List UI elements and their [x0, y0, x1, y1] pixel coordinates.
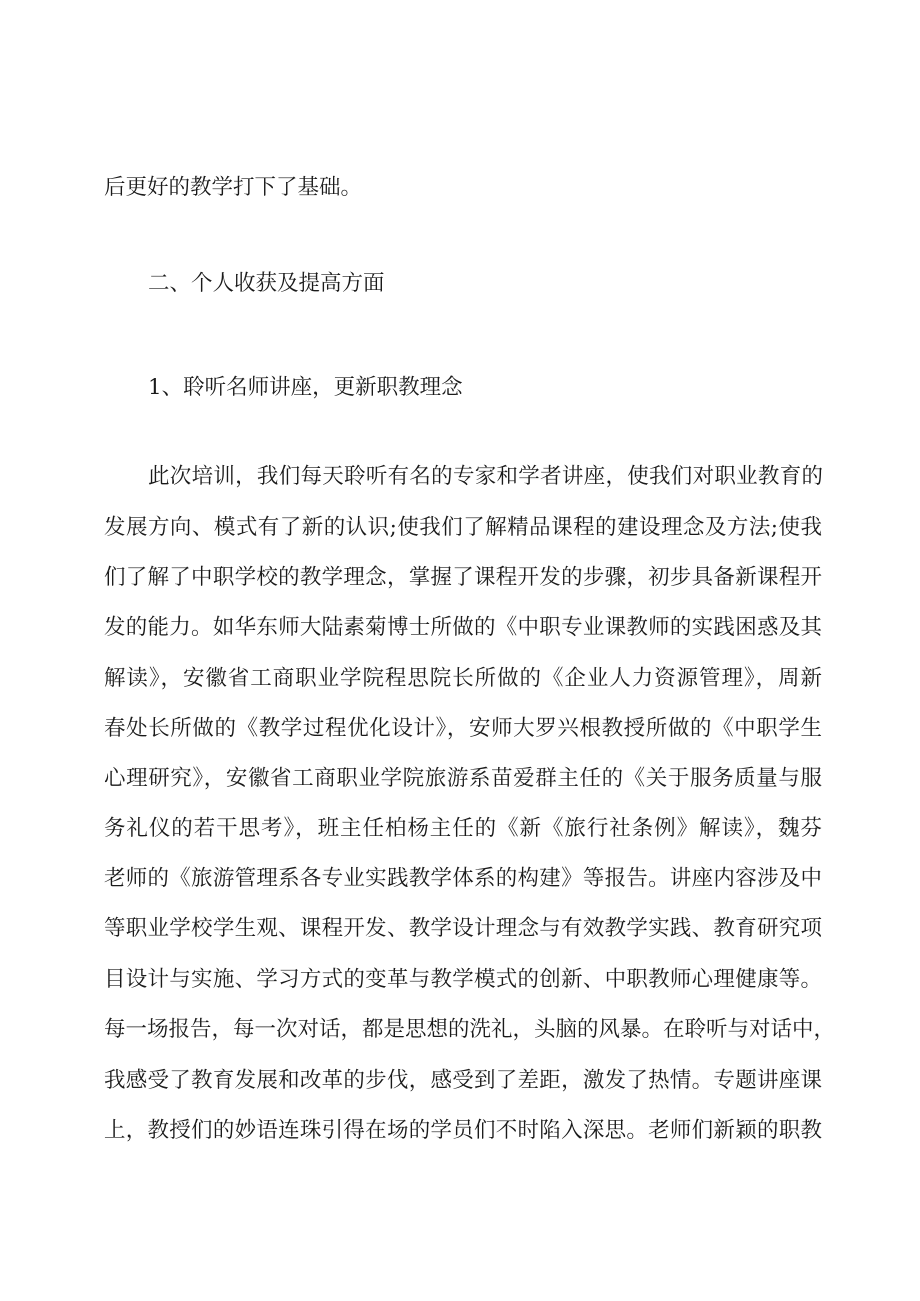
paragraph-line: 发展方向、模式有了新的认识;使我们了解精品课程的建设理念及方法;使我 — [104, 515, 822, 540]
paragraph-line: 解读》，安徽省工商职业学院程思院长所做的《企业人力资源管理》，周新 — [104, 666, 822, 691]
paragraph-line: 发的能力。如华东师大陆素菊博士所做的《中职专业课教师的实践困惑及其 — [104, 615, 822, 640]
paragraph-line: 春处长所做的《教学过程优化设计》，安师大罗兴根教授所做的《中职学生 — [104, 716, 822, 741]
paragraph-line: 等职业学校学生观、课程开发、教学设计理念与有效教学实践、教育研究项 — [104, 916, 822, 941]
paragraph-line: 心理研究》，安徽省工商职业学院旅游系苗爱群主任的《关于服务质量与服 — [104, 766, 822, 791]
section-heading: 二、个人收获及提高方面 — [148, 271, 385, 296]
paragraph-line: 我感受了教育发展和改革的步伐，感受到了差距，激发了热情。专题讲座课 — [104, 1068, 822, 1093]
carryover-text-line: 后更好的教学打下了基础。 — [104, 175, 363, 200]
paragraph-line: 上，教授们的妙语连珠引得在场的学员们不时陷入深思。老师们新颖的职教 — [104, 1118, 822, 1143]
paragraph-line: 务礼仪的若干思考》，班主任柏杨主任的《新《旅行社条例》解读》，魏芬 — [104, 816, 822, 841]
paragraph-line: 老师的《旅游管理系各专业实践教学体系的构建》等报告。讲座内容涉及中 — [104, 866, 822, 891]
paragraph-line: 们了解了中职学校的教学理念，掌握了课程开发的步骤，初步具备新课程开 — [104, 565, 822, 590]
paragraph-line: 此次培训，我们每天聆听有名的专家和学者讲座，使我们对职业教育的 — [148, 464, 823, 489]
paragraph-line: 每一场报告，每一次对话，都是思想的洗礼，头脑的风暴。在聆听与对话中， — [104, 1017, 836, 1042]
paragraph-line: 目设计与实施、学习方式的变革与教学模式的创新、中职教师心理健康等。 — [104, 967, 822, 992]
subheading: 1、聆听名师讲座，更新职教理念 — [148, 375, 463, 400]
